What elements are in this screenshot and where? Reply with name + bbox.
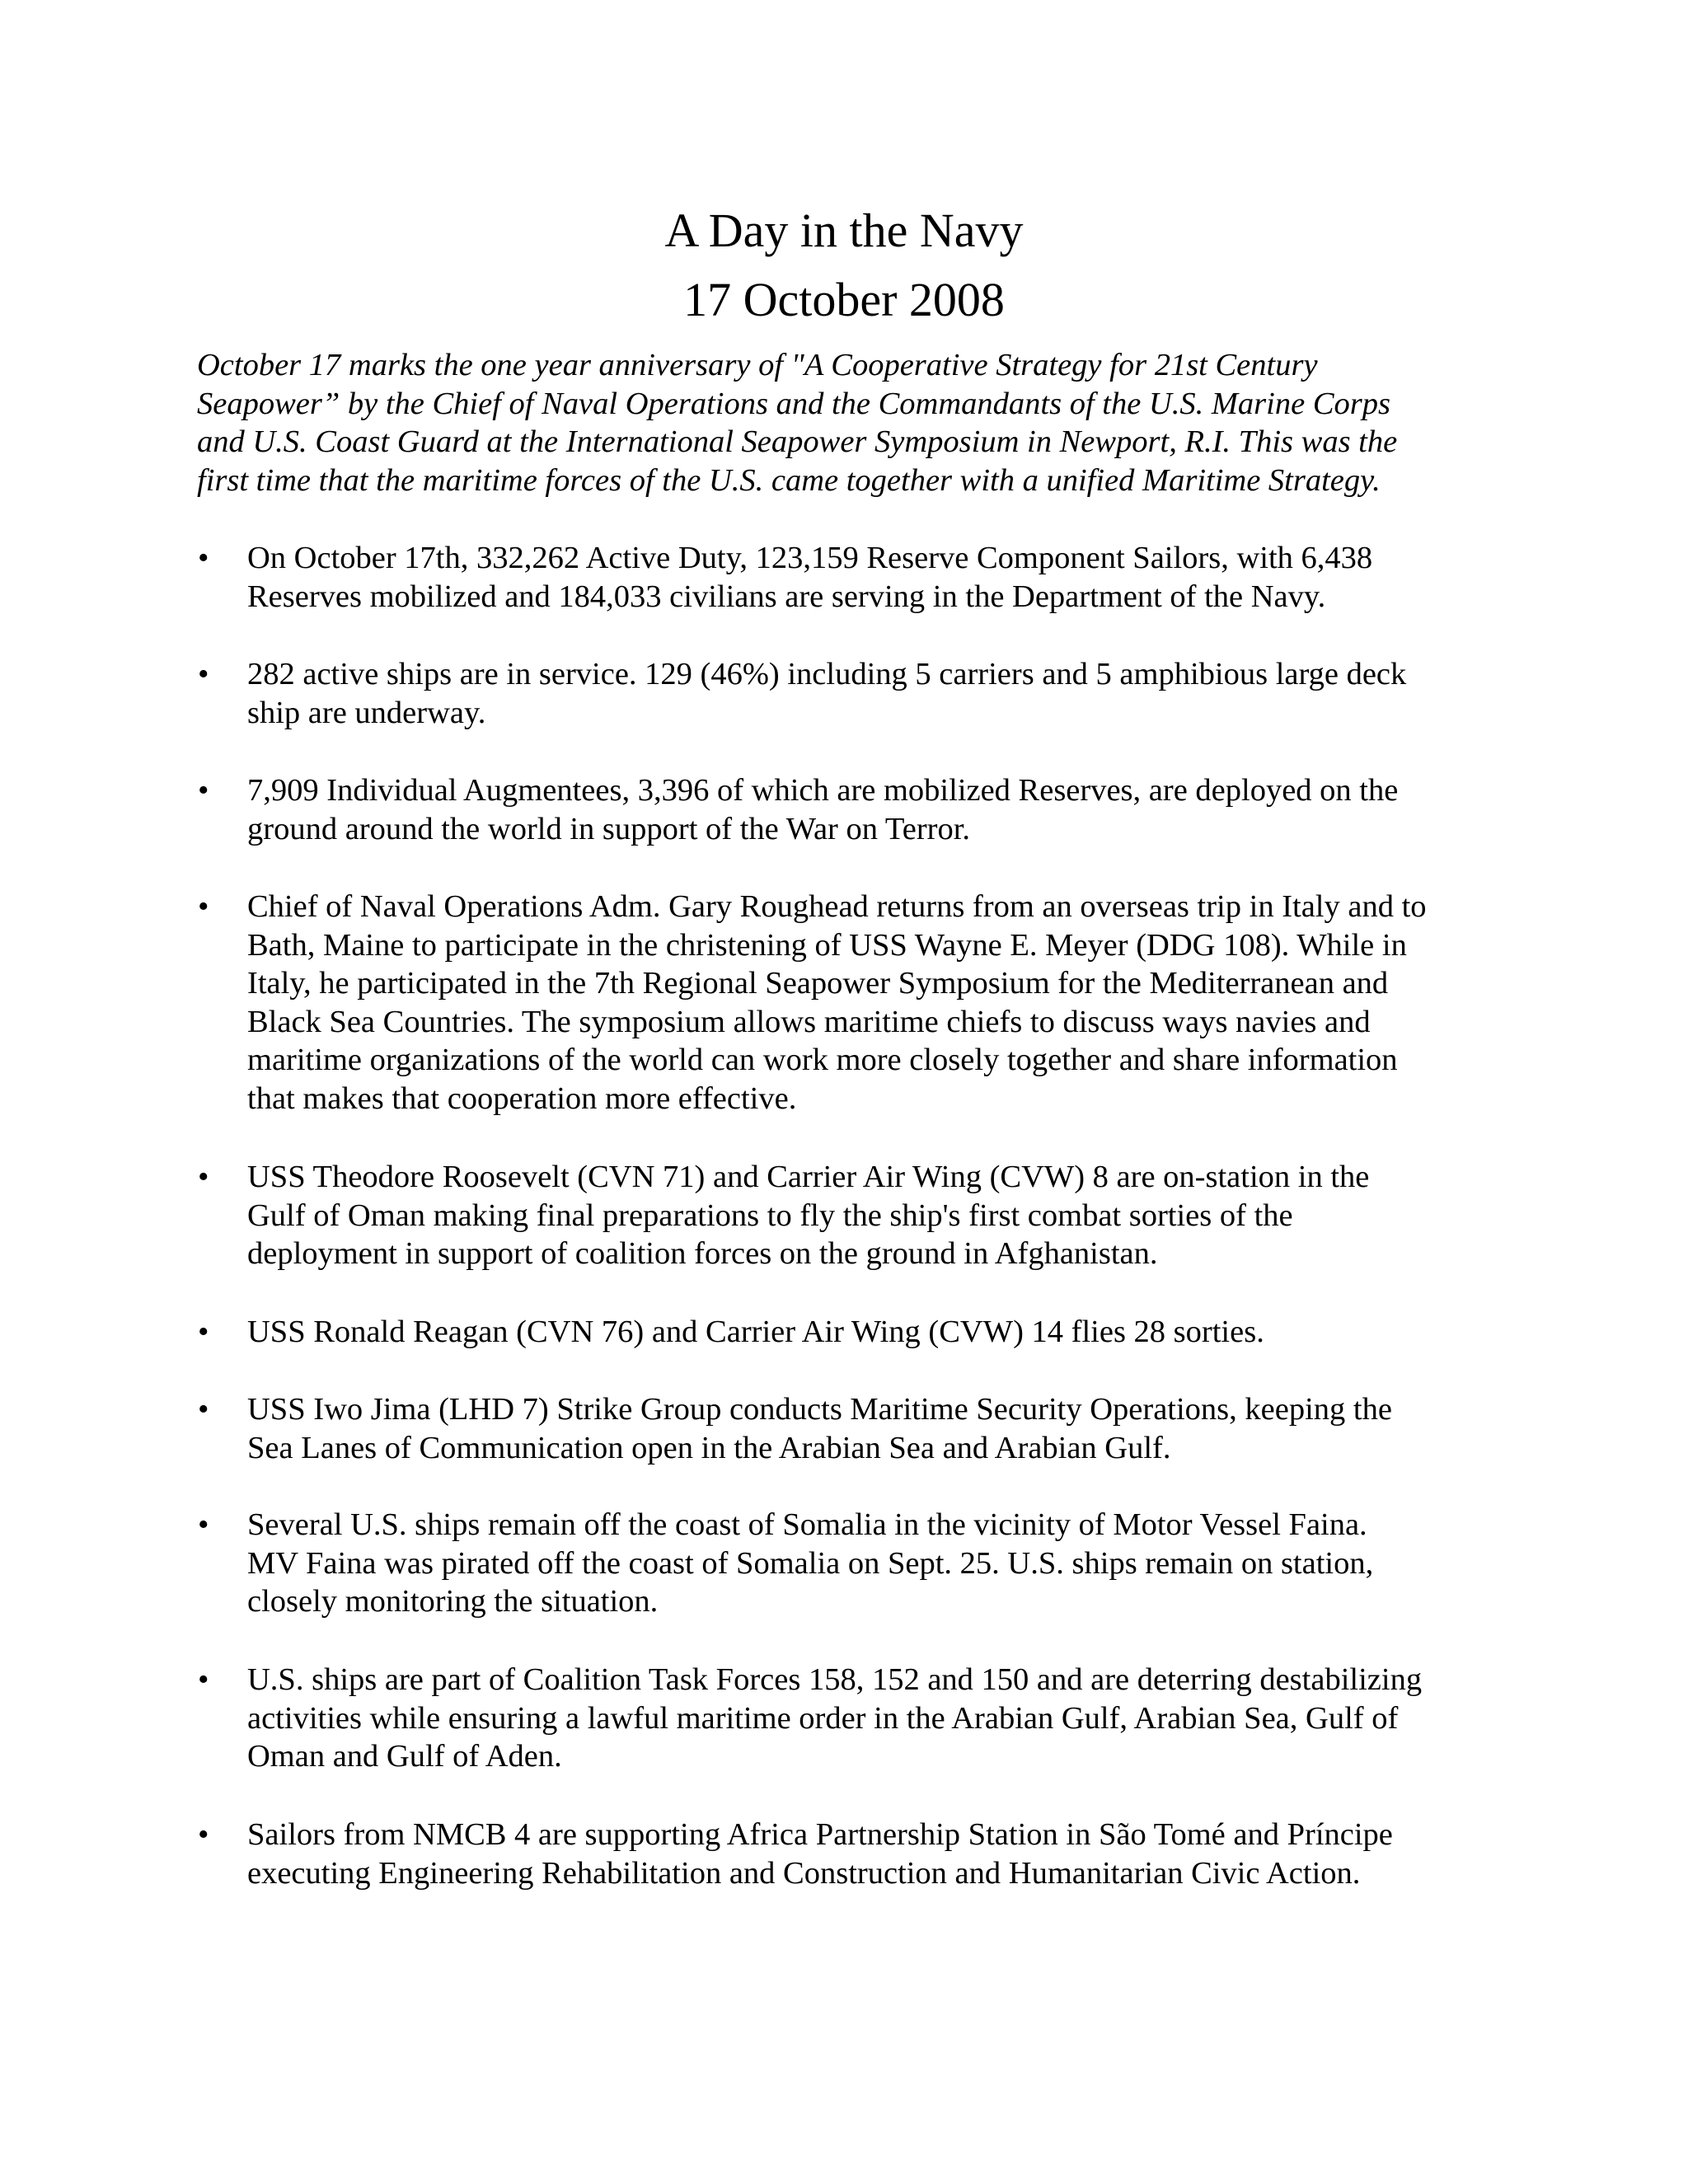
title-line-1: A Day in the Navy [664, 204, 1024, 257]
bullet-dot: • [198, 1817, 209, 1852]
bullet-line: On October 17th, 332,262 Active Duty, 123,159 Reserve Component Sailors, with 6,438 [247, 541, 1373, 575]
bullet-line: ground around the world in support of the War on Terror. [247, 811, 971, 846]
bullet-dot: • [198, 1315, 209, 1349]
bullet-dot: • [198, 541, 209, 575]
bullet-line: maritime organizations of the world can work more closely together and share information [247, 1043, 1398, 1077]
bullet-dot: • [198, 1160, 209, 1194]
intro-line: Seapower” by the Chief of Naval Operations and the Commandants of the U.S. Marine Corps [197, 386, 1390, 421]
bullet-text [247, 655, 1533, 732]
bullet-text [247, 888, 1533, 1118]
bullet-text [247, 1816, 1533, 1892]
bullet-dot: • [198, 1662, 209, 1697]
bullet-line: Sailors from NMCB 4 are supporting Africa Partnership Station in São Tomé and Príncipe [247, 1817, 1393, 1852]
bullet-line: activities while ensuring a lawful maritime order in the Arabian Gulf, Arabian Sea, Gulf of [247, 1700, 1399, 1736]
bullet-text [247, 771, 1533, 848]
bullet-line: Gulf of Oman making final preparations to fly the ship's first combat sorties of the [247, 1197, 1293, 1233]
bullet-text [247, 1158, 1533, 1273]
bullet-line: Sea Lanes of Communication open in the Arabian Sea and Arabian Gulf. [247, 1430, 1171, 1465]
bullet-line: deployment in support of coalition forces on the ground in Afghanistan. [247, 1236, 1158, 1271]
bullet-line: 7,909 Individual Augmentees, 3,396 of which are mobilized Reserves, are deployed on the [247, 773, 1399, 808]
intro-line: and U.S. Coast Guard at the International Seapower Symposium in Newport, R.I. This was the [197, 424, 1398, 459]
bullet-dot: • [198, 1507, 209, 1542]
bullet-line: executing Engineering Rehabilitation and Construction and Humanitarian Civic Action. [247, 1855, 1361, 1891]
bullet-text [247, 1661, 1533, 1776]
bullet-text [247, 1390, 1533, 1467]
intro-line: first time that the maritime forces of the U.S. came together with a unified Maritime Strategy. [197, 462, 1381, 498]
bullet-line: MV Faina was pirated off the coast of Somalia on Sept. 25. U.S. ships remain on station, [247, 1545, 1374, 1581]
bullet-line: Bath, Maine to participate in the christening of USS Wayne E. Meyer (DDG 108). While in [247, 927, 1407, 963]
bullet-line: Black Sea Countries. The symposium allows maritime chiefs to discuss ways navies and [247, 1004, 1371, 1039]
bullet-line: USS Iwo Jima (LHD 7) Strike Group conducts Maritime Security Operations, keeping the [247, 1392, 1392, 1427]
bullet-line: Chief of Naval Operations Adm. Gary Roughead returns from an overseas trip in Italy and to [247, 889, 1427, 924]
intro-line: October 17 marks the one year anniversary of "A Cooperative Strategy for 21st Century [197, 348, 1318, 382]
bullet-line: Oman and Gulf of Aden. [247, 1739, 562, 1774]
bullet-line: closely monitoring the situation. [247, 1584, 659, 1619]
bullet-line: USS Ronald Reagan (CVN 76) and Carrier Air Wing (CVW) 14 flies 28 sorties. [247, 1315, 1264, 1349]
bullet-dot: • [198, 1392, 209, 1427]
bullet-text [247, 539, 1533, 616]
bullet-line: Reserves mobilized and 184,033 civilians are serving in the Department of the Navy. [247, 579, 1326, 614]
bullet-line: USS Theodore Roosevelt (CVN 71) and Carrier Air Wing (CVW) 8 are on-station in the [247, 1160, 1370, 1194]
bullet-line: Several U.S. ships remain off the coast of Somalia in the vicinity of Motor Vessel Faina. [247, 1507, 1367, 1542]
bullet-line: 282 active ships are in service. 129 (46%) including 5 carriers and 5 amphibious large deck [247, 657, 1407, 691]
bullet-line: ship are underway. [247, 695, 486, 730]
bullet-line: U.S. ships are part of Coalition Task Forces 158, 152 and 150 and are deterring destabilizing [247, 1662, 1423, 1697]
bullet-line: that makes that cooperation more effective. [247, 1080, 797, 1116]
bullet-dot: • [198, 889, 209, 924]
bullet-text [247, 1313, 1533, 1352]
bullet-line: Italy, he participated in the 7th Regional Seapower Symposium for the Mediterranean and [247, 966, 1389, 1001]
bullet-dot: • [198, 657, 209, 691]
title-line-2: 17 October 2008 [683, 273, 1005, 326]
bullet-text [247, 1506, 1533, 1621]
bullet-dot: • [198, 773, 209, 808]
